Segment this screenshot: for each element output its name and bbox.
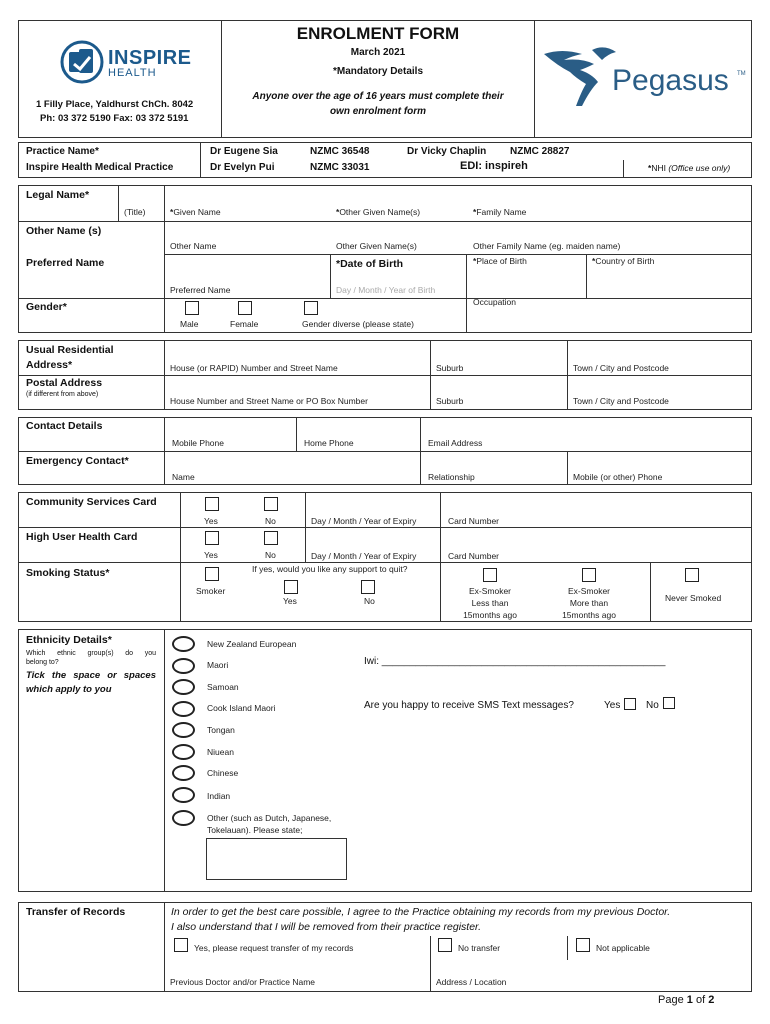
transfer-statement-2: I also understand that I will be removed from their practice register. (171, 921, 482, 933)
ethnicity-other-label-1: Other (such as Dutch, Japanese, (207, 813, 332, 823)
inspire-logo (60, 40, 104, 84)
edi-code: EDI: inspireh (460, 160, 528, 172)
ethnicity-label: Ethnicity Details* (26, 634, 112, 646)
ex-smoker-more-3: 15months ago (562, 610, 616, 620)
previous-doctor-field[interactable]: Previous Doctor and/or Practice Name (170, 977, 316, 987)
country-of-birth-field[interactable]: *Country of Birth (592, 256, 655, 266)
tick-note-2: which apply to you (26, 684, 112, 695)
smoker-label: Smoker (196, 586, 226, 596)
practice-name: Inspire Health Medical Practice (26, 162, 174, 173)
ethnicity-option-label: Niuean (207, 747, 234, 757)
transfer-no-checkbox[interactable] (438, 938, 452, 952)
ethnicity-option-label: Tongan (207, 725, 235, 735)
tick-note-1: Tick the space or spaces (26, 670, 156, 681)
ethnicity-option-label: Indian (207, 791, 231, 801)
residential-label-2: Address* (26, 359, 73, 371)
huhc-no-label: No (265, 550, 276, 560)
ethnicity-option-radio[interactable] (172, 636, 195, 652)
form-date: March 2021 (350, 47, 406, 58)
ethnicity-option-radio[interactable] (172, 787, 195, 803)
csc-yes-label: Yes (204, 516, 218, 526)
ethnicity-other-label-2: Tokelauan). Please state; (207, 825, 303, 835)
huhc-label: High User Health Card (26, 531, 138, 543)
legal-name-label: Legal Name* (26, 189, 90, 201)
emergency-label: Emergency Contact* (26, 455, 129, 467)
postal-suburb-field[interactable]: Suburb (436, 396, 464, 406)
csc-card-number-field[interactable]: Card Number (448, 516, 500, 526)
sms-no-label: No (646, 700, 659, 711)
practice-address: 1 Filly Place, Yaldhurst ChCh. 8042 (36, 99, 194, 110)
logo-name: INSPIRE (108, 47, 192, 69)
mobile-field[interactable]: Mobile Phone (172, 438, 224, 448)
mandatory-note: *Mandatory Details (332, 66, 424, 77)
transfer-na-label: Not applicable (596, 943, 650, 953)
gender-label: Gender* (26, 301, 67, 313)
postal-house-field[interactable]: House Number and Street Name or PO Box Number (170, 396, 368, 406)
emergency-name-field[interactable]: Name (172, 472, 195, 482)
form-title: ENROLMENT FORM (296, 24, 460, 43)
postal-note: (if different from above) (26, 391, 99, 398)
other-given-field[interactable]: *Other Given Name(s) (336, 207, 421, 217)
huhc-yes-label: Yes (204, 550, 218, 560)
transfer-label: Transfer of Records (26, 906, 126, 918)
never-smoked-checkbox[interactable] (685, 568, 699, 582)
title-field[interactable]: (Title) (124, 207, 146, 217)
ethnicity-option-label: Cook Island Maori (207, 703, 276, 713)
ethnicity-option-label: Maori (207, 660, 229, 670)
preferred-name-field[interactable]: Preferred Name (170, 285, 231, 295)
ethnicity-option-radio[interactable] (172, 765, 195, 781)
given-name-field[interactable]: *Given Name (170, 207, 221, 217)
page-number: Page 1 of 2 (658, 994, 715, 1006)
other-name-label: Other Name (s) (26, 225, 102, 237)
gender-diverse-checkbox[interactable] (304, 301, 318, 315)
relationship-field[interactable]: Relationship (428, 472, 475, 482)
iwi-field[interactable]: Iwi: ___________________________________________________ (364, 656, 666, 667)
dob-field[interactable]: Day / Month / Year of Birth (336, 285, 436, 295)
ex-smoker-more-checkbox[interactable] (582, 568, 596, 582)
ethnicity-desc-2: belong to? (26, 659, 59, 666)
csc-yes-checkbox[interactable] (205, 497, 219, 511)
suburb-field[interactable]: Suburb (436, 363, 464, 373)
age-note-1: Anyone over the age of 16 years must complete their (252, 91, 504, 102)
huhc-card-number-field[interactable]: Card Number (448, 551, 500, 561)
male-label: Male (180, 319, 199, 329)
place-of-birth-field[interactable]: *Place of Birth (473, 256, 527, 266)
sms-yes-checkbox[interactable] (624, 698, 636, 710)
postal-town-field[interactable]: Town / City and Postcode (573, 396, 669, 406)
ethnicity-other-input[interactable] (206, 838, 347, 880)
previous-address-field[interactable]: Address / Location (436, 977, 507, 987)
huhc-no-checkbox[interactable] (264, 531, 278, 545)
smoker-checkbox[interactable] (205, 567, 219, 581)
doctor-2-nzmc: NZMC 33031 (310, 162, 370, 173)
postal-label: Postal Address (26, 377, 103, 389)
age-note-2: own enrolment form (329, 106, 427, 117)
ethnicity-option-label: Chinese (207, 768, 239, 778)
residential-label-1: Usual Residential (26, 344, 114, 356)
ex-smoker-less-checkbox[interactable] (483, 568, 497, 582)
occupation-field[interactable]: Occupation (473, 297, 516, 307)
male-checkbox[interactable] (185, 301, 199, 315)
smoking-label: Smoking Status* (26, 567, 110, 579)
house-street-field[interactable]: House (or RAPID) Number and Street Name (170, 363, 338, 373)
other-given-2-field[interactable]: Other Given Name(s) (336, 241, 417, 251)
transfer-yes-checkbox[interactable] (174, 938, 188, 952)
doctor-3: Dr Vicky Chaplin (407, 146, 487, 157)
ethnicity-other-radio[interactable] (172, 810, 195, 826)
quit-no-checkbox[interactable] (361, 580, 375, 594)
practice-phone: Ph: 03 372 5190 Fax: 03 372 5191 (40, 113, 189, 124)
transfer-yes-label: Yes, please request transfer of my records (194, 943, 354, 953)
ethnicity-option-radio[interactable] (172, 701, 195, 717)
doctor-1: Dr Eugene Sia (210, 146, 278, 157)
quit-yes-checkbox[interactable] (284, 580, 298, 594)
ex-smoker-less-3: 15months ago (463, 610, 517, 620)
doctor-1-nzmc: NZMC 36548 (310, 146, 370, 157)
sms-no-checkbox[interactable] (663, 697, 675, 709)
home-phone-field[interactable]: Home Phone (304, 438, 354, 448)
huhc-expiry-field[interactable]: Day / Month / Year of Expiry (311, 551, 417, 561)
ethnicity-option-radio[interactable] (172, 722, 195, 738)
sms-yes-label: Yes (604, 700, 621, 711)
never-smoked-label: Never Smoked (665, 593, 722, 603)
other-family-field[interactable]: Other Family Name (eg. maiden name) (473, 241, 621, 251)
quit-support-question: If yes, would you like any support to quit? (252, 564, 408, 574)
sms-question: Are you happy to receive SMS Text messages? (364, 700, 574, 711)
other-name-field[interactable]: Other Name (170, 241, 217, 251)
pegasus-tm: TM (737, 71, 746, 77)
emergency-phone-field[interactable]: Mobile (or other) Phone (573, 472, 663, 482)
ex-smoker-more-2: More than (569, 598, 609, 608)
nhi-label[interactable]: *NHI (Office use only) (648, 163, 731, 173)
huhc-yes-checkbox[interactable] (205, 531, 219, 545)
ethnicity-option-label: New Zealand European (207, 639, 297, 649)
dob-label: *Date of Birth (336, 258, 404, 270)
logo-sub: HEALTH (108, 67, 157, 79)
ethnicity-option-radio[interactable] (172, 744, 195, 760)
csc-label: Community Services Card (26, 496, 157, 508)
female-checkbox[interactable] (238, 301, 252, 315)
quit-yes-label: Yes (283, 596, 297, 606)
transfer-statement-1: In order to get the best care possible, I agree to the Practice obtaining my records from my previous Doctor. (171, 906, 671, 918)
ex-smoker-less-2: Less than (471, 598, 509, 608)
preferred-label: Preferred Name (26, 257, 105, 269)
csc-no-label: No (265, 516, 276, 526)
ex-smoker-less-1: Ex-Smoker (468, 586, 512, 596)
ex-smoker-more-1: Ex-Smoker (567, 586, 611, 596)
practice-label: Practice Name* (26, 146, 99, 157)
email-field[interactable]: Email Address (428, 438, 483, 448)
town-field[interactable]: Town / City and Postcode (573, 363, 669, 373)
doctor-2: Dr Evelyn Pui (210, 162, 275, 173)
csc-expiry-field[interactable]: Day / Month / Year of Expiry (311, 516, 417, 526)
pegasus-horse-icon (542, 40, 622, 110)
pegasus-name: Pegasus (612, 64, 729, 97)
contact-label: Contact Details (26, 420, 103, 432)
ethnicity-option-label: Samoan (207, 682, 239, 692)
ethnicity-option-radio[interactable] (172, 679, 195, 695)
transfer-na-checkbox[interactable] (576, 938, 590, 952)
ethnicity-box (18, 629, 752, 892)
female-label: Female (230, 319, 259, 329)
family-name-field[interactable]: *Family Name (473, 207, 527, 217)
ethnicity-desc-1: Which ethnic group(s) do you (26, 650, 156, 657)
quit-no-label: No (364, 596, 375, 606)
transfer-no-label: No transfer (458, 943, 501, 953)
doctor-3-nzmc: NZMC 28827 (510, 146, 570, 157)
gender-diverse-label: Gender diverse (please state) (302, 319, 414, 329)
ethnicity-option-radio[interactable] (172, 658, 195, 674)
csc-no-checkbox[interactable] (264, 497, 278, 511)
